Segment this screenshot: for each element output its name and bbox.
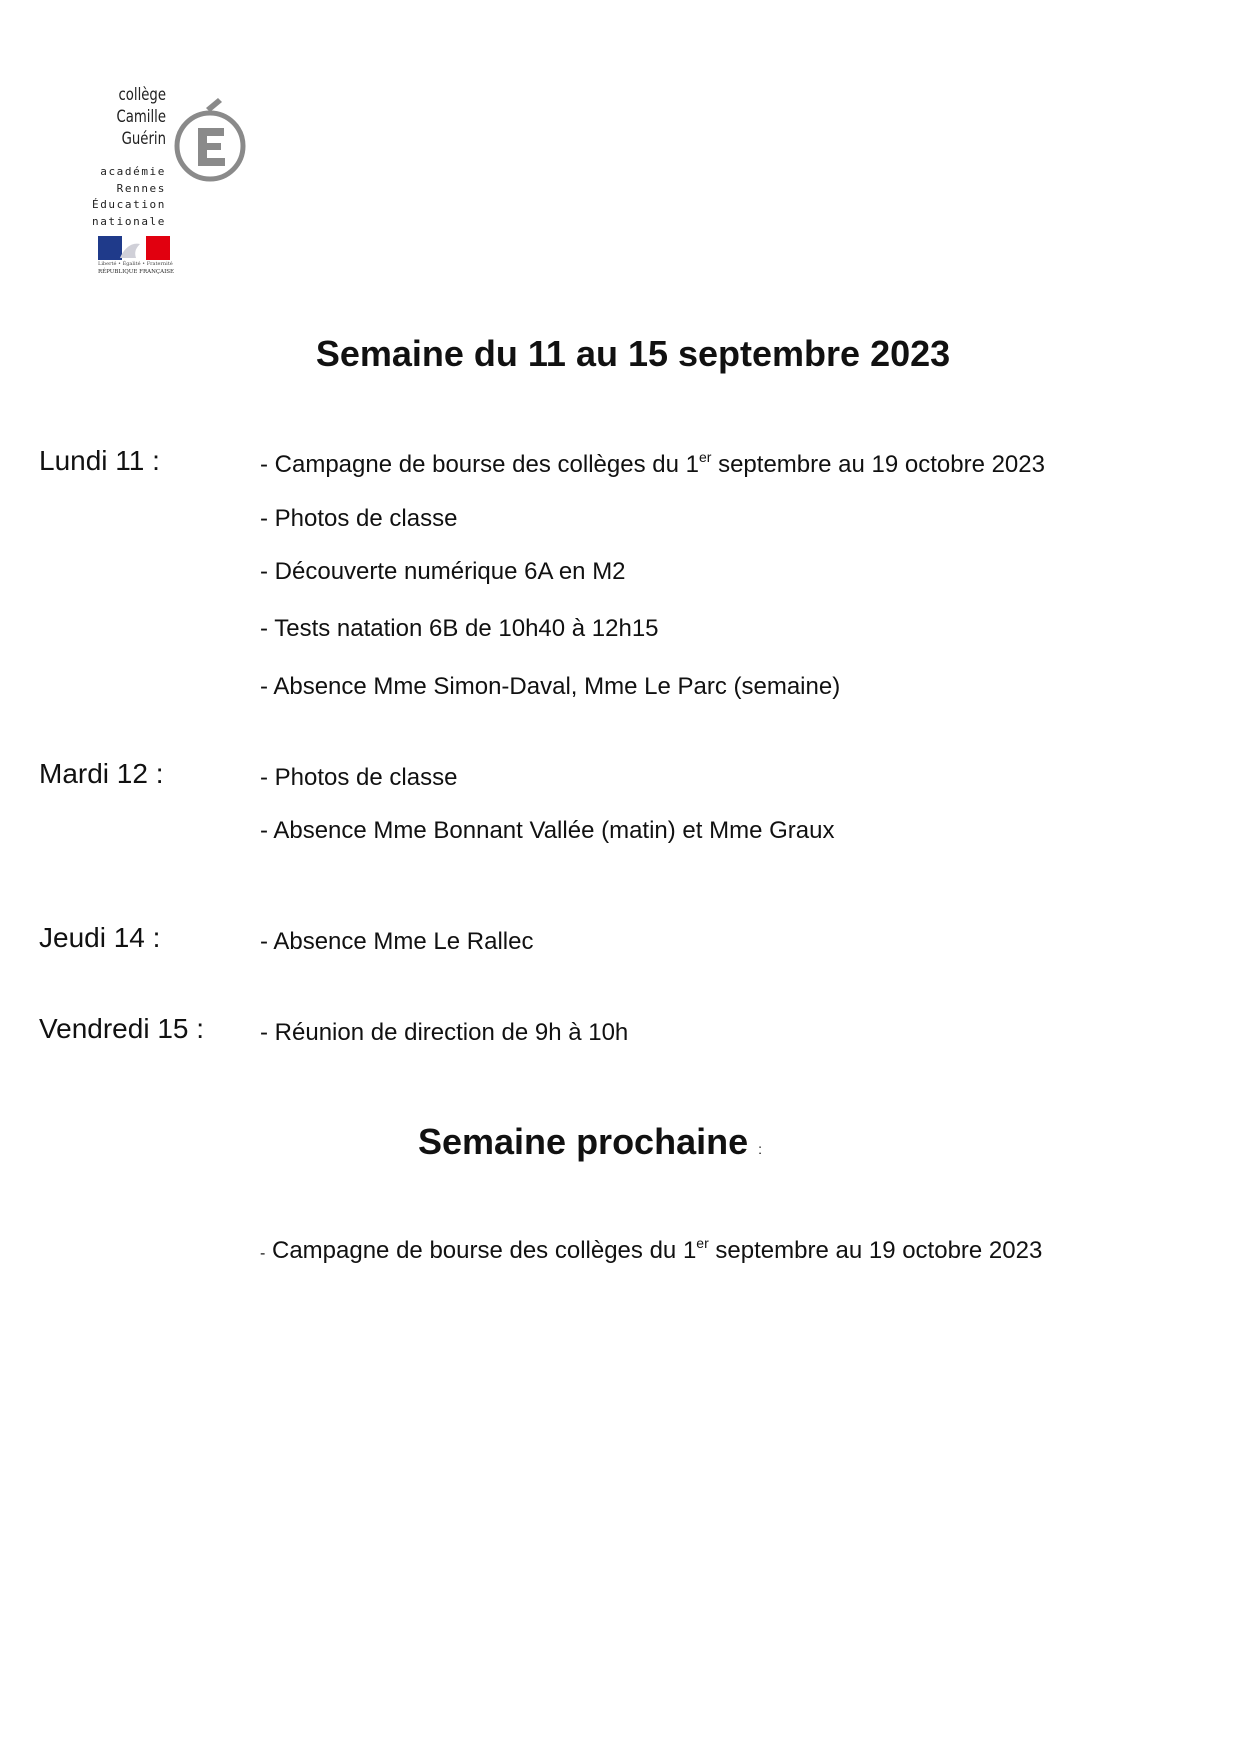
e-accent-circle-icon	[164, 98, 254, 182]
day-label-vendredi: Vendredi 15 :	[39, 1013, 205, 1044]
list-item: - Absence Mme Le Rallec	[260, 928, 534, 955]
list-item: - Absence Mme Simon-Daval, Mme Le Parc (semaine)	[260, 673, 841, 700]
day-label-mardi: Mardi 12 :	[39, 758, 164, 789]
list-item: - Découverte numérique 6A en M2	[260, 558, 626, 585]
list-item: - Photos de classe	[260, 505, 458, 532]
next-week-title: Semaine prochaine :	[417, 1121, 763, 1162]
list-item: - Tests natation 6B de 10h40 à 12h15	[260, 615, 659, 642]
list-item: - Campagne de bourse des collèges du 1er septembre au 19 octobre 2023	[260, 1235, 1043, 1264]
logo-republique: RÉPUBLIQUE FRANÇAISE	[98, 269, 175, 275]
marianne-flag-icon	[98, 236, 170, 260]
logo-college-name: collège Camille Guérin	[116, 85, 166, 149]
list-item: - Réunion de direction de 9h à 10h	[260, 1019, 629, 1046]
logo-academie-text: académie Rennes Éducation nationale	[91, 165, 166, 228]
day-label-jeudi: Jeudi 14 :	[39, 922, 161, 953]
college-logo	[58, 84, 238, 284]
list-item: - Photos de classe	[260, 764, 458, 791]
list-item: - Absence Mme Bonnant Vallée (matin) et Mme Graux	[260, 817, 835, 844]
day-label-lundi: Lundi 11 :	[39, 445, 160, 476]
list-item: - Campagne de bourse des collèges du 1er septembre au 19 octobre 2023	[260, 449, 1045, 478]
page-title: Semaine du 11 au 15 septembre 2023	[315, 333, 951, 374]
logo-devise: Liberté • Égalité • Fraternité	[98, 261, 173, 267]
